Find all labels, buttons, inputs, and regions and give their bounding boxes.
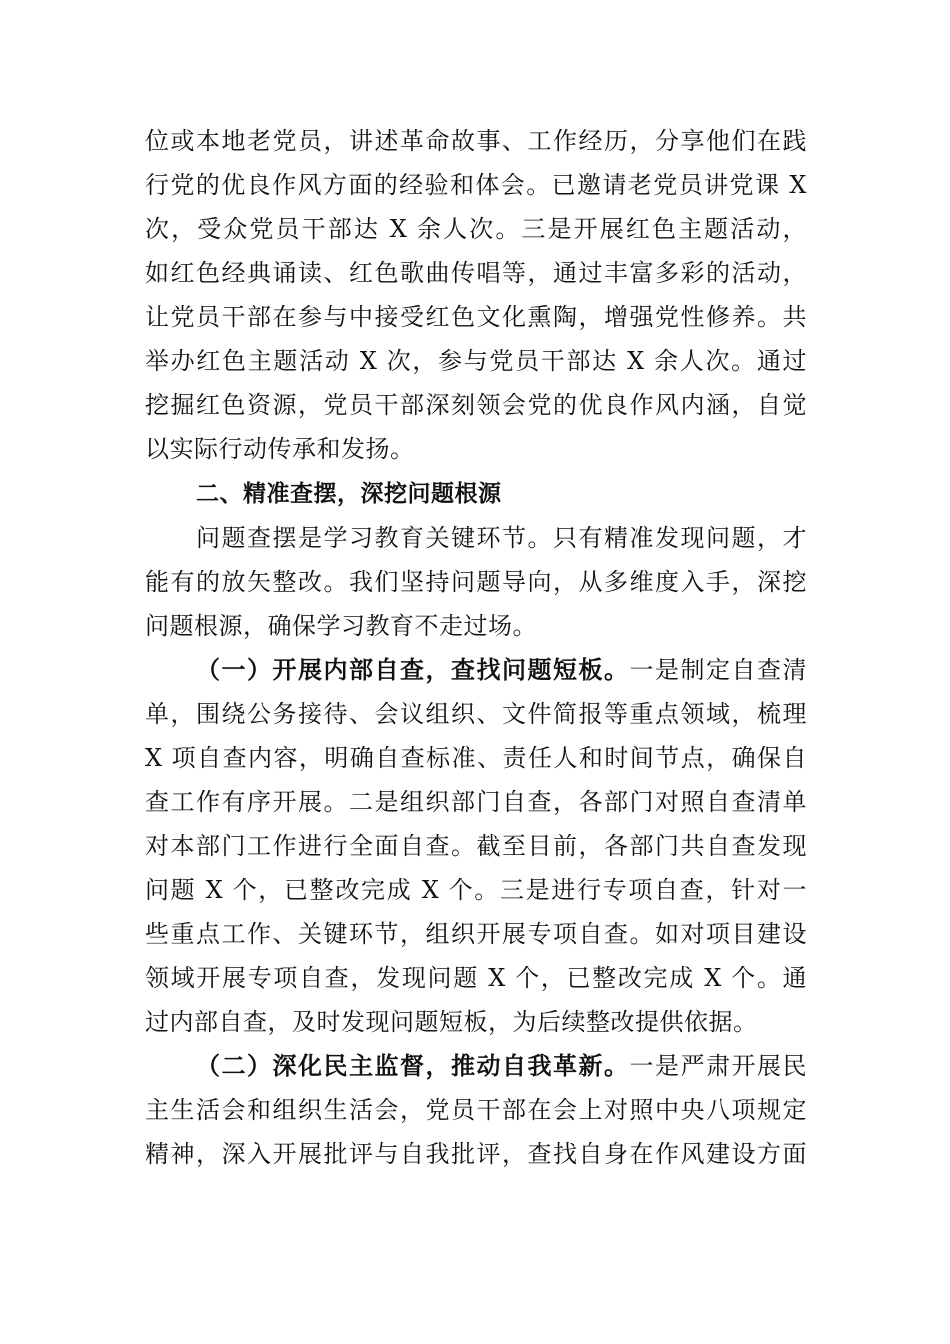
text-line: 能有的放矢整改。我们坚持问题导向，从多维度入手，深挖 (145, 568, 807, 596)
text-line: 如红色经典诵读、红色歌曲传唱等，通过丰富多彩的活动， (145, 259, 807, 287)
text-line: 以实际行动传承和发扬。 (145, 435, 415, 463)
subsection-one-first-line (196, 654, 807, 686)
text-line: 精神，深入开展批评与自我批评，查找自身在作风建设方面 (145, 1140, 807, 1168)
text-line: 问题根源，确保学习教育不走过场。 (145, 612, 537, 640)
text-line: 位或本地老党员，讲述革命故事、工作经历，分享他们在践 (145, 127, 807, 155)
text-line: 查工作有序开展。二是组织部门自查，各部门对照自查清单 (145, 788, 807, 816)
text-line: X 项自查内容，明确自查标准、责任人和时间节点，确保自 (145, 744, 807, 772)
text-line: 领域开展专项自查，发现问题 X 个，已整改完成 X 个。通 (145, 964, 807, 992)
subsection-two-first-line (196, 1050, 807, 1082)
text-line: 问题查摆是学习教育关键环节。只有精准发现问题，才 (196, 524, 807, 552)
text-line: 单，围绕公务接待、会议组织、文件简报等重点领域，梳理 (145, 700, 807, 728)
text-line: 挖掘红色资源，党员干部深刻领会党的优良作风内涵，自觉 (145, 391, 807, 419)
text-line: 些重点工作、关键环节，组织开展专项自查。如对项目建设 (145, 920, 807, 948)
text-line: 次，受众党员干部达 X 余人次。三是开展红色主题活动， (145, 215, 807, 243)
text-line: 行党的优良作风方面的经验和体会。已邀请老党员讲党课 X (145, 171, 807, 199)
subsection-one-first-line-text: 一是制定自查清 (629, 656, 807, 684)
text-line: 让党员干部在参与中接受红色文化熏陶，增强党性修养。共 (145, 303, 807, 331)
subsection-two-first-line-text: 一是严肃开展民 (629, 1052, 807, 1080)
subsection-two-title: （二）深化民主监督，推动自我革新。 (196, 1051, 630, 1080)
text-line: 主生活会和组织生活会，党员干部在会上对照中央八项规定 (145, 1096, 807, 1124)
text-line: 举办红色主题活动 X 次，参与党员干部达 X 余人次。通过 (145, 347, 807, 375)
subsection-one-title: （一）开展内部自查，查找问题短板。 (196, 655, 630, 684)
text-line: 对本部门工作进行全面自查。截至目前，各部门共自查发现 (145, 832, 807, 860)
text-line: 过内部自查，及时发现问题短板，为后续整改提供依据。 (145, 1008, 758, 1036)
text-line: 问题 X 个，已整改完成 X 个。三是进行专项自查，针对一 (145, 876, 807, 904)
section-heading: 二、精准查摆，深挖问题根源 (196, 481, 502, 507)
